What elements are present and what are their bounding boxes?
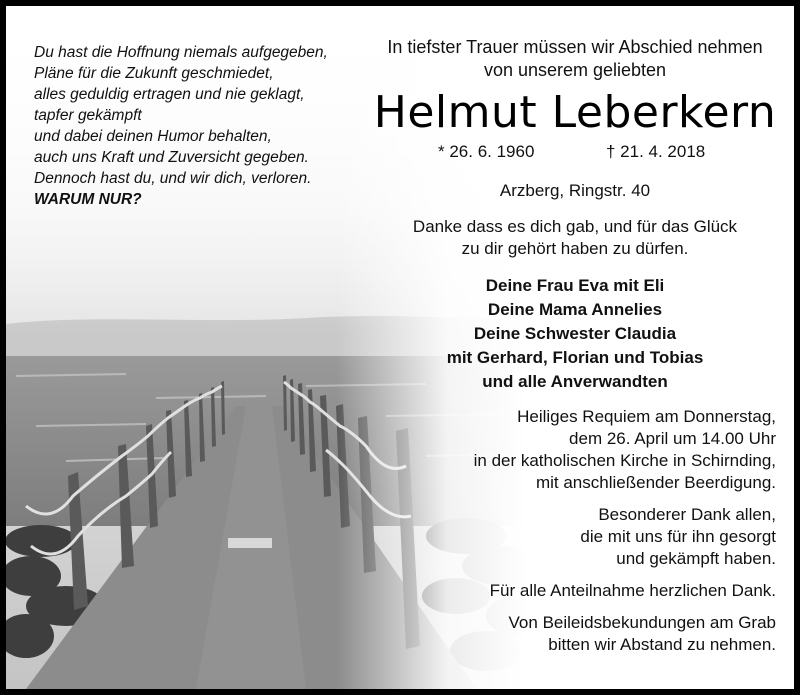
sympathy-thanks (366, 580, 784, 602)
special-thanks (366, 504, 784, 570)
life-dates (366, 140, 784, 166)
special-thanks-line: Besonderer Dank allen, (598, 505, 776, 524)
intro-line: In tiefster Trauer müssen wir Abschied nehmen (387, 37, 763, 57)
requiem-line: Heiliges Requiem am Donnerstag, (517, 407, 776, 426)
requiem-line: in der katholischen Kirche in Schirnding, (473, 451, 776, 470)
address: Arzberg, Ringstr. 40 (499, 181, 651, 200)
condolence-note (366, 612, 784, 656)
poem-line: tapfer gekämpft (34, 107, 142, 124)
special-thanks-line: die mit uns für ihn gesorgt (580, 527, 776, 546)
poem-line-question: WARUM NUR? (34, 191, 142, 208)
birth-date: * 26. 6. 1960 (438, 142, 535, 161)
requiem-info (366, 406, 784, 494)
mourner: Deine Schwester Claudia (473, 324, 677, 343)
special-thanks-line: und gekämpft haben. (616, 549, 776, 568)
poem-line: auch uns Kraft und Zuversicht gegeben. (34, 149, 309, 166)
poem-line: Dennoch hast du, und wir dich, verloren. (34, 170, 312, 187)
thanks-text (366, 216, 784, 260)
requiem-line: mit anschließender Beerdigung. (535, 473, 776, 492)
condolence-line: bitten wir Abstand zu nehmen. (548, 635, 776, 654)
intro-text (366, 36, 784, 82)
obituary-text (366, 36, 784, 656)
mourner: Deine Mama Annelies (487, 300, 663, 319)
thanks-line: zu dir gehört haben zu dürfen. (461, 239, 689, 258)
mourner: und alle Anverwandten (482, 372, 668, 391)
mourner: mit Gerhard, Florian und Tobias (446, 348, 704, 367)
mourner: Deine Frau Eva mit Eli (485, 276, 665, 295)
deceased-name: Helmut Leberkern (373, 87, 777, 138)
poem-line: und dabei deinen Humor behalten, (34, 128, 272, 145)
death-date: † 21. 4. 2018 (606, 142, 706, 161)
mourners-list (366, 274, 784, 394)
condolence-line: Von Beileidsbekundungen am Grab (508, 613, 776, 632)
poem-line: alles geduldig ertragen und nie geklagt, (34, 86, 305, 103)
poem-line: Pläne für die Zukunft geschmiedet, (34, 65, 274, 82)
sympathy-line: Für alle Anteilnahme herzlichen Dank. (489, 581, 776, 600)
intro-line: von unserem geliebten (483, 60, 667, 80)
poem-line: Du hast die Hoffnung niemals aufgegeben, (34, 44, 328, 61)
thanks-line: Danke dass es dich gab, und für das Glück (412, 217, 738, 236)
poem (34, 42, 374, 210)
requiem-line: dem 26. April um 14.00 Uhr (569, 429, 776, 448)
